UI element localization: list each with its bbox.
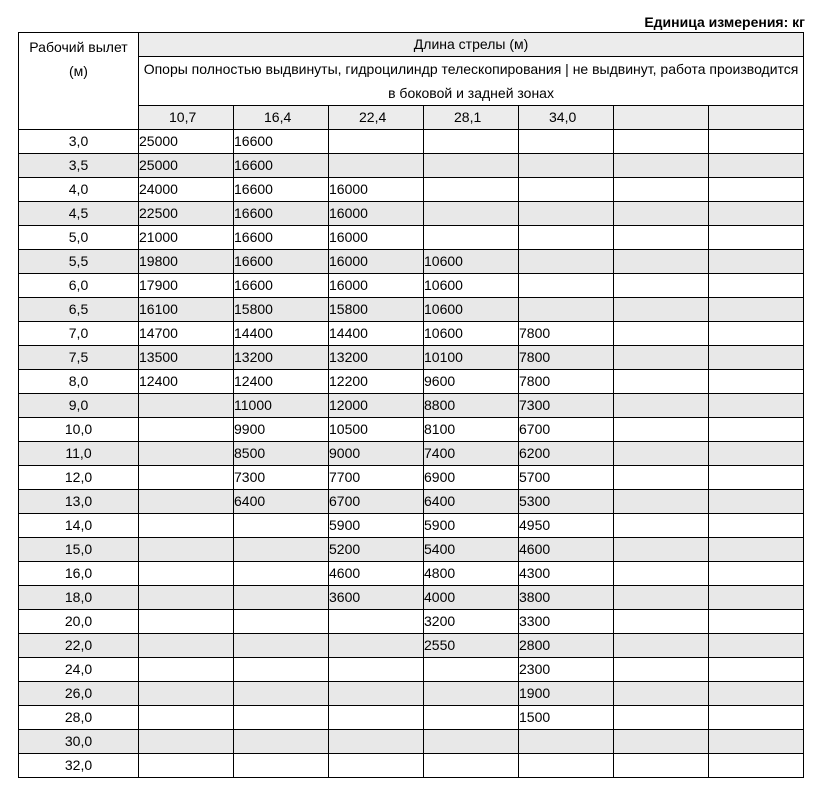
table-row bbox=[19, 154, 804, 178]
capacity-cell: 10600 bbox=[424, 322, 519, 346]
radius-cell: 30,0 bbox=[19, 730, 139, 754]
capacity-cell: 6700 bbox=[329, 490, 424, 514]
capacity-cell bbox=[234, 658, 329, 682]
capacity-cell: 16100 bbox=[139, 298, 234, 322]
table-row bbox=[19, 370, 804, 394]
radius-cell: 20,0 bbox=[19, 610, 139, 634]
capacity-cell: 13200 bbox=[329, 346, 424, 370]
capacity-cell: 16000 bbox=[329, 178, 424, 202]
capacity-cell: 25000 bbox=[139, 130, 234, 154]
capacity-cell: 9600 bbox=[424, 370, 519, 394]
capacity-cell bbox=[709, 538, 804, 562]
capacity-cell: 2800 bbox=[519, 634, 614, 658]
capacity-cell: 3800 bbox=[519, 586, 614, 610]
boom-length-cell: 10,7 bbox=[139, 106, 234, 130]
capacity-cell bbox=[519, 178, 614, 202]
capacity-cell bbox=[614, 394, 709, 418]
radius-cell: 6,0 bbox=[19, 274, 139, 298]
capacity-cell bbox=[709, 298, 804, 322]
table-row bbox=[19, 466, 804, 490]
boom-length-cell: 28,1 bbox=[424, 106, 519, 130]
capacity-cell: 19800 bbox=[139, 250, 234, 274]
capacity-cell: 10600 bbox=[424, 250, 519, 274]
capacity-cell bbox=[519, 754, 614, 778]
boom-length-cell bbox=[614, 106, 709, 130]
capacity-cell: 5300 bbox=[519, 490, 614, 514]
capacity-cell bbox=[709, 490, 804, 514]
capacity-cell bbox=[329, 154, 424, 178]
capacity-cell bbox=[614, 538, 709, 562]
capacity-cell: 8800 bbox=[424, 394, 519, 418]
capacity-cell bbox=[234, 586, 329, 610]
capacity-cell bbox=[139, 754, 234, 778]
radius-cell: 5,5 bbox=[19, 250, 139, 274]
capacity-cell: 5900 bbox=[424, 514, 519, 538]
radius-header: Рабочий вылет (м) bbox=[19, 33, 139, 130]
capacity-cell bbox=[709, 394, 804, 418]
radius-cell: 10,0 bbox=[19, 418, 139, 442]
radius-cell: 4,0 bbox=[19, 178, 139, 202]
capacity-cell bbox=[234, 514, 329, 538]
capacity-cell: 9900 bbox=[234, 418, 329, 442]
capacity-cell bbox=[709, 682, 804, 706]
capacity-cell bbox=[139, 730, 234, 754]
capacity-cell bbox=[614, 730, 709, 754]
capacity-cell: 2300 bbox=[519, 658, 614, 682]
capacity-cell: 1900 bbox=[519, 682, 614, 706]
capacity-cell: 8500 bbox=[234, 442, 329, 466]
radius-cell: 4,5 bbox=[19, 202, 139, 226]
capacity-cell bbox=[709, 754, 804, 778]
radius-cell: 32,0 bbox=[19, 754, 139, 778]
capacity-cell bbox=[614, 418, 709, 442]
table-row bbox=[19, 514, 804, 538]
capacity-cell bbox=[424, 730, 519, 754]
capacity-cell bbox=[234, 562, 329, 586]
radius-cell: 28,0 bbox=[19, 706, 139, 730]
capacity-cell bbox=[234, 730, 329, 754]
table-row bbox=[19, 178, 804, 202]
capacity-cell bbox=[424, 682, 519, 706]
capacity-cell bbox=[709, 610, 804, 634]
table-row bbox=[19, 418, 804, 442]
unit-label: Единица измерения: кг bbox=[644, 14, 805, 30]
table-row bbox=[19, 562, 804, 586]
capacity-cell bbox=[139, 442, 234, 466]
capacity-cell: 3200 bbox=[424, 610, 519, 634]
capacity-cell bbox=[614, 130, 709, 154]
capacity-cell bbox=[139, 634, 234, 658]
capacity-cell: 16000 bbox=[329, 250, 424, 274]
capacity-cell bbox=[709, 730, 804, 754]
boom-length-cell bbox=[709, 106, 804, 130]
capacity-cell bbox=[709, 634, 804, 658]
capacity-cell bbox=[424, 130, 519, 154]
boom-length-cell: 34,0 bbox=[519, 106, 614, 130]
capacity-cell bbox=[519, 226, 614, 250]
capacity-cell: 24000 bbox=[139, 178, 234, 202]
capacity-cell: 16600 bbox=[234, 226, 329, 250]
capacity-cell bbox=[519, 274, 614, 298]
operating-condition: Опоры полностью выдвинуты, гидроцилиндр телескопирования | не выдвинут, работа производится в боковой и задней зонах bbox=[139, 57, 804, 106]
capacity-cell bbox=[614, 490, 709, 514]
capacity-cell bbox=[614, 370, 709, 394]
capacity-cell: 21000 bbox=[139, 226, 234, 250]
capacity-cell: 5200 bbox=[329, 538, 424, 562]
capacity-cell: 7400 bbox=[424, 442, 519, 466]
capacity-cell bbox=[139, 706, 234, 730]
capacity-cell bbox=[614, 754, 709, 778]
capacity-cell: 7300 bbox=[519, 394, 614, 418]
capacity-cell bbox=[709, 226, 804, 250]
capacity-cell bbox=[614, 322, 709, 346]
radius-cell: 24,0 bbox=[19, 658, 139, 682]
radius-cell: 14,0 bbox=[19, 514, 139, 538]
capacity-cell bbox=[139, 538, 234, 562]
capacity-cell bbox=[614, 706, 709, 730]
capacity-cell bbox=[139, 490, 234, 514]
capacity-cell bbox=[424, 178, 519, 202]
capacity-cell: 4300 bbox=[519, 562, 614, 586]
capacity-cell bbox=[234, 706, 329, 730]
capacity-cell bbox=[614, 250, 709, 274]
capacity-cell: 5900 bbox=[329, 514, 424, 538]
capacity-cell: 16000 bbox=[329, 274, 424, 298]
capacity-cell: 9000 bbox=[329, 442, 424, 466]
capacity-cell bbox=[139, 682, 234, 706]
capacity-cell bbox=[709, 418, 804, 442]
capacity-cell bbox=[519, 154, 614, 178]
capacity-cell bbox=[614, 658, 709, 682]
radius-cell: 7,5 bbox=[19, 346, 139, 370]
capacity-cell: 14700 bbox=[139, 322, 234, 346]
capacity-cell: 7800 bbox=[519, 370, 614, 394]
capacity-cell bbox=[614, 466, 709, 490]
capacity-cell bbox=[329, 658, 424, 682]
capacity-cell bbox=[329, 706, 424, 730]
capacity-cell: 17900 bbox=[139, 274, 234, 298]
radius-cell: 3,5 bbox=[19, 154, 139, 178]
capacity-cell bbox=[614, 154, 709, 178]
radius-cell: 3,0 bbox=[19, 130, 139, 154]
table-row bbox=[19, 442, 804, 466]
capacity-cell: 5700 bbox=[519, 466, 614, 490]
capacity-cell bbox=[139, 514, 234, 538]
capacity-cell: 16000 bbox=[329, 226, 424, 250]
capacity-cell: 6900 bbox=[424, 466, 519, 490]
capacity-cell: 4600 bbox=[329, 562, 424, 586]
capacity-cell bbox=[709, 250, 804, 274]
capacity-cell: 4800 bbox=[424, 562, 519, 586]
radius-cell: 8,0 bbox=[19, 370, 139, 394]
capacity-cell: 8100 bbox=[424, 418, 519, 442]
radius-cell: 26,0 bbox=[19, 682, 139, 706]
capacity-cell bbox=[709, 178, 804, 202]
capacity-cell bbox=[709, 706, 804, 730]
capacity-cell: 6400 bbox=[234, 490, 329, 514]
capacity-cell: 11000 bbox=[234, 394, 329, 418]
radius-cell: 22,0 bbox=[19, 634, 139, 658]
capacity-cell bbox=[234, 754, 329, 778]
capacity-cell: 1500 bbox=[519, 706, 614, 730]
capacity-cell: 16600 bbox=[234, 250, 329, 274]
table-row bbox=[19, 730, 804, 754]
capacity-cell bbox=[709, 370, 804, 394]
capacity-cell bbox=[234, 610, 329, 634]
radius-cell: 12,0 bbox=[19, 466, 139, 490]
capacity-cell: 6200 bbox=[519, 442, 614, 466]
capacity-cell bbox=[614, 634, 709, 658]
capacity-cell bbox=[234, 682, 329, 706]
capacity-cell: 7700 bbox=[329, 466, 424, 490]
radius-cell: 7,0 bbox=[19, 322, 139, 346]
capacity-cell bbox=[614, 514, 709, 538]
table-row bbox=[19, 298, 804, 322]
capacity-cell bbox=[709, 154, 804, 178]
capacity-cell: 16600 bbox=[234, 154, 329, 178]
table-row bbox=[19, 754, 804, 778]
capacity-cell: 12200 bbox=[329, 370, 424, 394]
capacity-cell: 7800 bbox=[519, 346, 614, 370]
capacity-cell bbox=[424, 754, 519, 778]
radius-cell: 15,0 bbox=[19, 538, 139, 562]
capacity-cell: 4000 bbox=[424, 586, 519, 610]
capacity-cell bbox=[709, 466, 804, 490]
capacity-cell: 16600 bbox=[234, 130, 329, 154]
capacity-cell bbox=[614, 562, 709, 586]
table-row bbox=[19, 394, 804, 418]
capacity-cell bbox=[614, 682, 709, 706]
capacity-cell bbox=[614, 586, 709, 610]
capacity-cell: 3300 bbox=[519, 610, 614, 634]
capacity-cell: 15800 bbox=[329, 298, 424, 322]
table-row bbox=[19, 130, 804, 154]
capacity-cell: 15800 bbox=[234, 298, 329, 322]
capacity-cell bbox=[234, 634, 329, 658]
capacity-cell bbox=[614, 346, 709, 370]
capacity-cell bbox=[709, 130, 804, 154]
capacity-cell: 13500 bbox=[139, 346, 234, 370]
capacity-cell: 12000 bbox=[329, 394, 424, 418]
capacity-cell bbox=[614, 298, 709, 322]
capacity-cell: 5400 bbox=[424, 538, 519, 562]
capacity-cell: 10100 bbox=[424, 346, 519, 370]
capacity-cell bbox=[139, 418, 234, 442]
capacity-cell bbox=[519, 250, 614, 274]
table-row bbox=[19, 634, 804, 658]
table-row bbox=[19, 226, 804, 250]
table-row bbox=[19, 658, 804, 682]
capacity-cell bbox=[329, 634, 424, 658]
capacity-cell bbox=[709, 658, 804, 682]
table-row bbox=[19, 586, 804, 610]
radius-cell: 6,5 bbox=[19, 298, 139, 322]
capacity-cell bbox=[709, 586, 804, 610]
capacity-cell bbox=[424, 226, 519, 250]
radius-cell: 18,0 bbox=[19, 586, 139, 610]
capacity-cell: 10600 bbox=[424, 298, 519, 322]
capacity-cell: 12400 bbox=[139, 370, 234, 394]
capacity-cell: 4600 bbox=[519, 538, 614, 562]
capacity-cell bbox=[139, 586, 234, 610]
capacity-cell bbox=[234, 538, 329, 562]
table-row bbox=[19, 682, 804, 706]
capacity-cell bbox=[709, 514, 804, 538]
capacity-cell bbox=[139, 658, 234, 682]
capacity-cell: 14400 bbox=[329, 322, 424, 346]
capacity-cell bbox=[709, 322, 804, 346]
radius-cell: 9,0 bbox=[19, 394, 139, 418]
capacity-cell bbox=[519, 202, 614, 226]
capacity-cell: 16600 bbox=[234, 178, 329, 202]
capacity-cell bbox=[614, 226, 709, 250]
capacity-cell bbox=[424, 658, 519, 682]
boom-length-cell: 22,4 bbox=[329, 106, 424, 130]
table-row bbox=[19, 538, 804, 562]
capacity-cell bbox=[709, 562, 804, 586]
capacity-cell bbox=[614, 610, 709, 634]
capacity-cell bbox=[519, 298, 614, 322]
capacity-cell: 12400 bbox=[234, 370, 329, 394]
table-row bbox=[19, 274, 804, 298]
capacity-cell: 2550 bbox=[424, 634, 519, 658]
load-chart-table bbox=[18, 32, 804, 778]
capacity-cell bbox=[329, 682, 424, 706]
table-row bbox=[19, 346, 804, 370]
capacity-cell: 13200 bbox=[234, 346, 329, 370]
capacity-cell: 6400 bbox=[424, 490, 519, 514]
capacity-cell bbox=[709, 274, 804, 298]
boom-length-header: Длина стрелы (м) bbox=[139, 33, 804, 57]
radius-cell: 11,0 bbox=[19, 442, 139, 466]
capacity-cell: 22500 bbox=[139, 202, 234, 226]
capacity-cell bbox=[424, 154, 519, 178]
capacity-cell: 7300 bbox=[234, 466, 329, 490]
capacity-cell bbox=[709, 442, 804, 466]
capacity-cell bbox=[139, 394, 234, 418]
table-row bbox=[19, 490, 804, 514]
capacity-cell bbox=[329, 730, 424, 754]
capacity-cell: 14400 bbox=[234, 322, 329, 346]
table-row bbox=[19, 706, 804, 730]
boom-length-cell: 16,4 bbox=[234, 106, 329, 130]
capacity-cell bbox=[139, 466, 234, 490]
capacity-cell bbox=[614, 274, 709, 298]
capacity-cell: 16600 bbox=[234, 202, 329, 226]
capacity-cell bbox=[139, 562, 234, 586]
capacity-cell: 4950 bbox=[519, 514, 614, 538]
capacity-cell bbox=[139, 610, 234, 634]
radius-cell: 13,0 bbox=[19, 490, 139, 514]
capacity-cell: 25000 bbox=[139, 154, 234, 178]
capacity-cell bbox=[709, 202, 804, 226]
capacity-cell bbox=[519, 130, 614, 154]
capacity-cell: 7800 bbox=[519, 322, 614, 346]
capacity-cell bbox=[329, 610, 424, 634]
capacity-cell bbox=[329, 754, 424, 778]
radius-cell: 5,0 bbox=[19, 226, 139, 250]
capacity-cell bbox=[614, 178, 709, 202]
load-table-body bbox=[19, 130, 804, 778]
table-row bbox=[19, 610, 804, 634]
capacity-cell: 16000 bbox=[329, 202, 424, 226]
capacity-cell: 10600 bbox=[424, 274, 519, 298]
table-row bbox=[19, 202, 804, 226]
radius-cell: 16,0 bbox=[19, 562, 139, 586]
capacity-cell: 3600 bbox=[329, 586, 424, 610]
capacity-cell bbox=[424, 202, 519, 226]
capacity-cell bbox=[614, 442, 709, 466]
capacity-cell: 16600 bbox=[234, 274, 329, 298]
capacity-cell: 6700 bbox=[519, 418, 614, 442]
capacity-cell bbox=[519, 730, 614, 754]
capacity-cell bbox=[329, 130, 424, 154]
table-row bbox=[19, 322, 804, 346]
capacity-cell bbox=[614, 202, 709, 226]
capacity-cell bbox=[709, 346, 804, 370]
table-row bbox=[19, 250, 804, 274]
capacity-cell: 10500 bbox=[329, 418, 424, 442]
capacity-cell bbox=[424, 706, 519, 730]
